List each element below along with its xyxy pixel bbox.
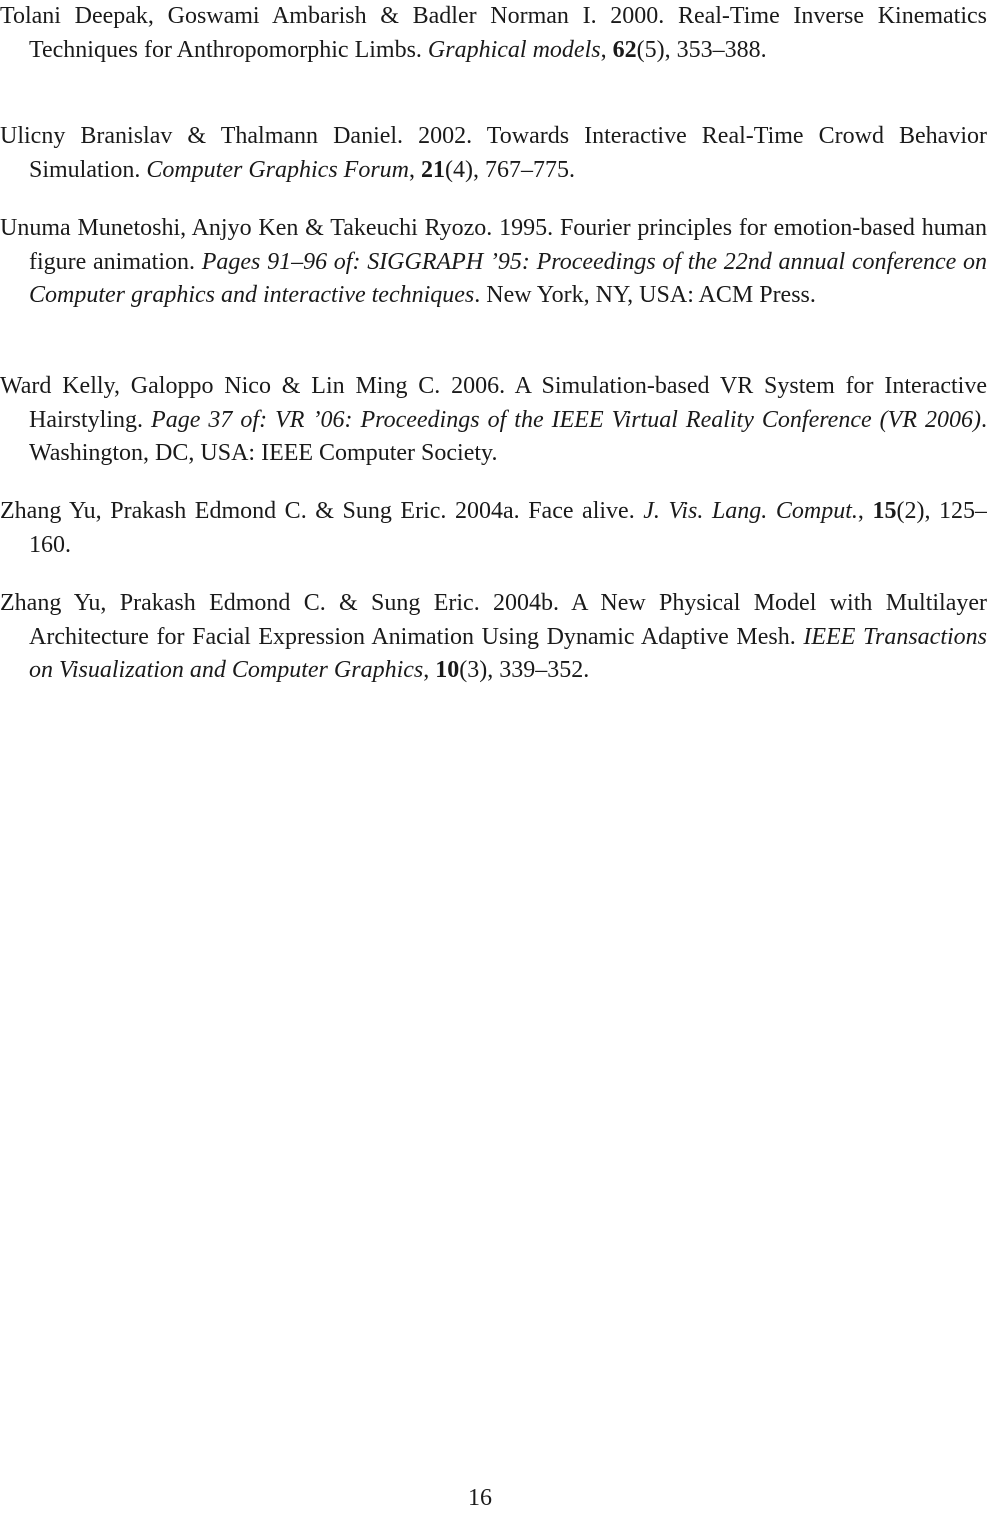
reference-entry — [0, 370, 987, 471]
reference-venue: Page 37 of: VR ’06: Proceedings of the IEEE Virtual Reality Conference (VR 2006) — [151, 406, 982, 433]
reference-title: A New Physical Model with Multilayer Architecture for Facial Expression Animation Using Dynamic Adaptive Mesh. — [29, 590, 987, 650]
reference-entry: Zhang Yu, Prakash Edmond C. & Sung Eric. 2004a. Face alive. J. Vis. Lang. Comput., 15(2), 125–160. — [0, 498, 987, 558]
reference-authors: Zhang Yu, Prakash Edmond C. & Sung Eric. 2004b. — [0, 590, 560, 616]
reference-title: Face alive. — [528, 498, 635, 524]
reference-venue: Pages 91–96 of: SIGGRAPH ’95: Proceedings of the 22nd annual conference on Computer graphics and interactive techniques — [29, 248, 987, 308]
reference-authors: Tolani Deepak, Goswami Ambarish & Badler Norman I. 2000. — [0, 3, 665, 29]
reference-publisher: . Washington, DC, USA: IEEE Computer Society. — [29, 406, 987, 466]
reference-venue: Graphical models — [427, 36, 601, 63]
reference-authors: Unuma Munetoshi, Anjyo Ken & Takeuchi Ryozo. 1995. — [0, 215, 554, 241]
reference-volume: 15 — [872, 498, 897, 524]
reference-pages: (4), 767–775. — [445, 156, 575, 183]
reference-publisher: . New York, NY, USA: ACM Press. — [474, 282, 816, 308]
reference-venue: J. Vis. Lang. Comput. — [643, 498, 858, 524]
reference-entry — [0, 212, 987, 313]
reference-pages: (5), 353–388. — [636, 36, 767, 63]
reference-pages: (2), 125–160. — [29, 498, 987, 558]
reference-volume: 21 — [421, 156, 446, 183]
reference-authors: Zhang Yu, Prakash Edmond C. & Sung Eric. 2004a. — [0, 498, 520, 524]
reference-pages: (3), 339–352. — [459, 657, 590, 683]
reference-venue: Computer Graphics Forum — [146, 156, 410, 183]
reference-entry: Tolani Deepak, Goswami Ambarish & Badler Norman I. 2000. Real-Time Inverse Kinematics Techniques for Anthropomorphic Limbs. Graphical models, 62(5), 353–388. — [0, 3, 987, 63]
reference-volume: 62 — [612, 36, 637, 63]
reference-entry: Ulicny Branislav & Thalmann Daniel. 2002. Towards Interactive Real-Time Crowd Behavior Simulation. Computer Graphics Forum, 21(4), 767–775. — [0, 123, 987, 183]
reference-authors: Ward Kelly, Galoppo Nico & Lin Ming C. 2006. — [0, 373, 506, 399]
reference-title: Real-Time Inverse Kinematics Techniques for Anthropomorphic Limbs. — [29, 3, 987, 63]
page-number: 16 — [468, 1485, 492, 1511]
reference-venue: IEEE Transactions on Visualization and Computer Graphics — [29, 623, 987, 683]
reference-title: Towards Interactive Real-Time Crowd Behavior Simulation. — [29, 123, 987, 183]
reference-title: A Simulation-based VR System for Interactive Hairstyling. — [29, 373, 987, 433]
reference-entry: Zhang Yu, Prakash Edmond C. & Sung Eric. 2004b. A New Physical Model with Multilayer Architecture for Facial Expression Animation Using Dynamic Adaptive Mesh. IEEE Transactions on Visualization and Computer Graphics, 10(3), 339–352. — [0, 590, 987, 683]
reference-volume: 10 — [435, 657, 460, 683]
reference-title: Fourier principles for emotion-based human figure animation. — [29, 215, 987, 275]
reference-authors: Ulicny Branislav & Thalmann Daniel. 2002. — [0, 123, 473, 149]
